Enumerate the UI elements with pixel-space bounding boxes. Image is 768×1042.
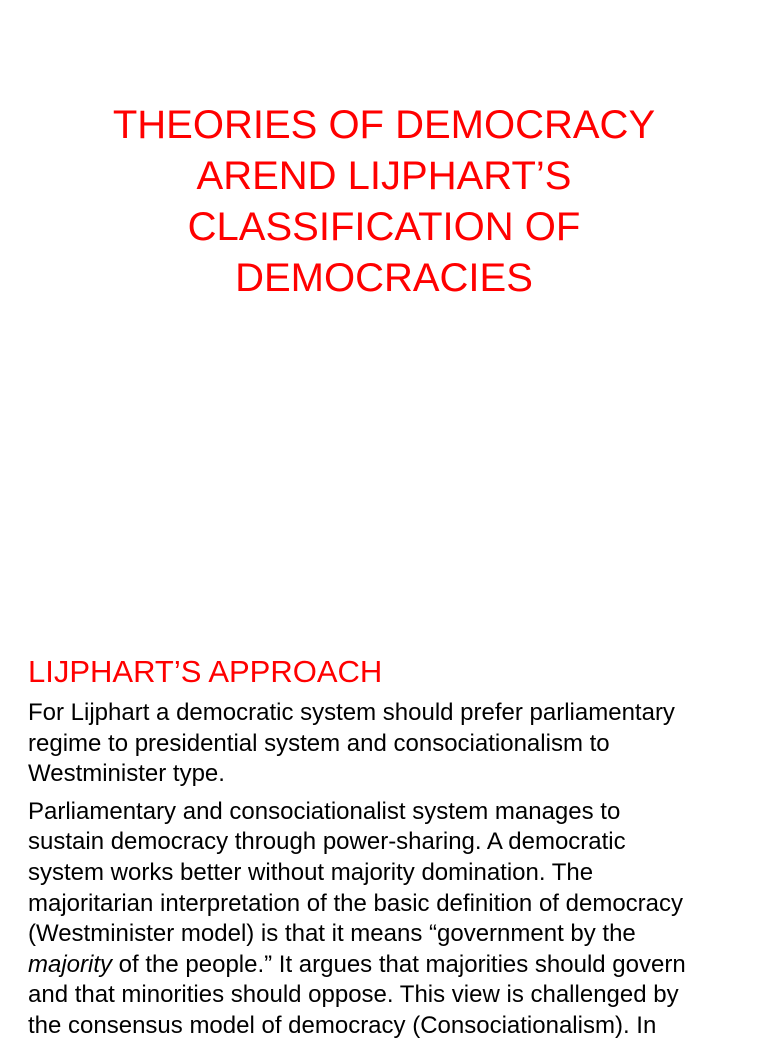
- text-line: (Westminister model) is that it means “government by the: [28, 920, 636, 948]
- text-line: system works better without majority domination. The: [28, 858, 594, 886]
- paragraph-1: [28, 698, 758, 790]
- text-line: For Lijphart a democratic system should prefer parliamentary: [28, 699, 675, 726]
- title-line: THEORIES OF DEMOCRACY: [112, 103, 656, 147]
- lijphart-approach-section: [28, 654, 758, 1042]
- text-line: Parliamentary and consociationalist system manages to: [28, 797, 621, 825]
- title-line: AREND LIJPHART’S: [196, 154, 572, 198]
- paragraph-2: [28, 797, 758, 1042]
- slide-title: [60, 100, 708, 304]
- title-line: CLASSIFICATION OF: [187, 205, 581, 249]
- italic-word: majority: [28, 950, 113, 978]
- text-line: sustain democracy through power-sharing. A democratic: [28, 828, 626, 856]
- text-line: majoritarian interpretation of the basic definition of democracy: [28, 889, 684, 917]
- text-line: and that minorities should oppose. This view is challenged by: [28, 981, 679, 1009]
- text-line: the consensus model of democracy (Consociationalism). In: [28, 1011, 657, 1039]
- section-heading: LIJPHART’S APPROACH: [28, 654, 383, 689]
- text-line: [28, 951, 686, 978]
- title-line: DEMOCRACIES: [235, 256, 533, 300]
- text-line: Westminister type.: [28, 760, 225, 788]
- text-line: regime to presidential system and consociationalism to: [28, 729, 610, 757]
- text-fragment: of the people.” It argues that majorities should govern: [112, 950, 686, 978]
